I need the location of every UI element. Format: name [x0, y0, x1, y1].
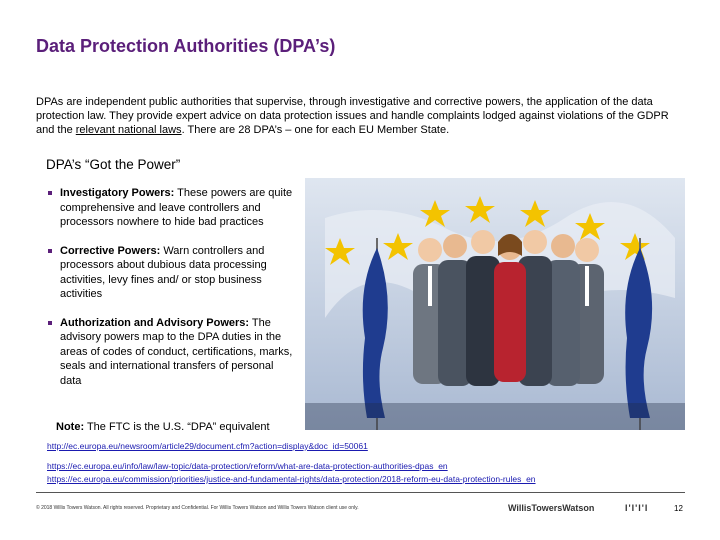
bullet-text: Warn controllers and processors about dubious data processing activities, levy fines and/ or stop business activities	[60, 244, 267, 300]
bullet-text: The advisory powers map to the DPA duties in the areas of codes of conduct, certifications, marks, seals and international transfers of personal data	[60, 316, 293, 387]
reference-link-1[interactable]: http://ec.europa.eu/newsroom/article29/document.cfm?action=display&doc_id=50061	[47, 441, 368, 451]
note-body: The FTC is the U.S. “DPA” equivalent	[84, 421, 270, 433]
reference-link-2[interactable]: https://ec.europa.eu/info/law/law-topic/data-protection/reform/what-are-data-protection-authorities-dpas_en	[47, 461, 448, 471]
note-label: Note:	[56, 421, 85, 433]
page-title: Data Protection Authorities (DPA’s)	[36, 36, 336, 56]
bullet-text: These powers are quite comprehensive and leave controllers and processors nowhere to hide bad practices	[60, 187, 293, 228]
reference-link-3[interactable]: https://ec.europa.eu/commission/priorities/justice-and-fundamental-rights/data-protection/2018-reform-eu-data-protection-rules_en	[47, 474, 536, 484]
section-subheading: DPA’s “Got the Power”	[46, 157, 181, 172]
intro-text-1: DPAs are independent public authorities that supervise, through investigative and corrective powers, the application of the data protection law. They provide expert advice on data protection issues and handle complaints lodged against violations of the GDPR and the	[36, 96, 669, 136]
list-item	[46, 316, 296, 389]
list-item	[46, 244, 296, 302]
intro-paragraph	[36, 95, 686, 137]
business-people-illustration	[305, 178, 685, 430]
relevant-national-laws-link[interactable]: relevant national laws	[75, 124, 182, 136]
intro-text-2: . There are 28 DPA’s – one for each EU Member State.	[181, 124, 450, 136]
page-number: 12	[674, 504, 683, 513]
bullet-marker	[48, 321, 52, 325]
list-item	[46, 186, 296, 230]
bullet-title: Investigatory Powers:	[60, 187, 175, 199]
bullet-marker	[48, 191, 52, 195]
bullet-title: Authorization and Advisory Powers:	[60, 316, 250, 329]
company-logo: WillisTowersWatson	[508, 503, 595, 513]
bullet-title: Corrective Powers:	[60, 244, 161, 257]
hero-image	[305, 178, 685, 430]
footer-copyright: © 2018 Willis Towers Watson. All rights reserved. Proprietary and Confidential. For Willis Towers Watson and Willis Towers Watson client use only.	[36, 505, 359, 511]
note-text	[56, 421, 270, 433]
bullet-marker	[48, 249, 52, 253]
powers-list	[46, 186, 296, 402]
footer-divider	[36, 492, 685, 493]
logo-mark-icon: I'I'I'I	[625, 503, 649, 513]
